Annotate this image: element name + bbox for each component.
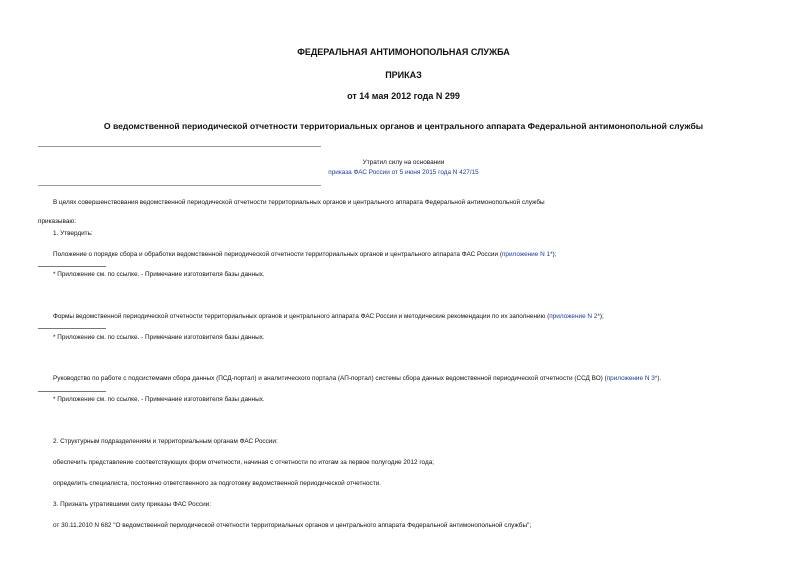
footnote-1: * Приложение см. по ссылке. - Примечание изготовителя базы данных. bbox=[53, 271, 265, 278]
repeal-notice: Утратил силу на основании bbox=[362, 159, 445, 166]
item-2-heading: 2. Структурным подразделениям и территориальным органам ФАС России: bbox=[53, 438, 278, 445]
paragraph-appendix-1-end: ); bbox=[552, 251, 557, 258]
intro-paragraph: В целях совершенствования ведомственной периодической отчетности территориальных органов и центрального аппарата Федеральной антимонопольной службы bbox=[53, 199, 545, 206]
paragraph-appendix-2-end: ); bbox=[599, 313, 604, 320]
notice-bottom-rule bbox=[38, 185, 321, 186]
item-2-b: определить специалиста, постоянно ответственного за подготовку ведомственной периодической отчетности. bbox=[53, 480, 381, 487]
appendix-2-link[interactable]: приложение N 2* bbox=[549, 313, 600, 320]
item-1-heading: 1. Утвердить: bbox=[53, 230, 93, 237]
document-type: ПРИКАЗ bbox=[385, 70, 422, 80]
paragraph-appendix-2-text: Формы ведомственной периодической отчетности территориальных органов и центрального аппарата ФАС России и методические рекомендации по их заполнению ( bbox=[53, 313, 550, 320]
paragraph-appendix-1-text: Положение о порядке сбора и обработки ведомственной периодической отчетности территориальных органов и центрального аппарата ФАС России ( bbox=[53, 251, 502, 258]
repeal-notice-link-row bbox=[0, 169, 807, 176]
paragraph-appendix-3-text: Руководство по работе с подсистемами сбора данных (ПСД-портал) и аналитического портала (АП-портал) системы сбора данных ведомственной периодической отчетности (ССД ВО) ( bbox=[53, 375, 607, 382]
paragraph-appendix-3 bbox=[53, 375, 661, 382]
document-date-number: от 14 мая 2012 года N 299 bbox=[347, 91, 460, 101]
document-title: О ведомственной периодической отчетности территориальных органов и центрального аппарата Федеральной антимонопольной службы bbox=[103, 121, 704, 131]
appendix-3-link[interactable]: приложение N 3* bbox=[606, 375, 658, 382]
footnote-3-rule bbox=[38, 391, 106, 392]
order-word: приказываю: bbox=[38, 218, 76, 225]
appendix-1-link[interactable]: приложение N 1* bbox=[501, 251, 553, 258]
agency-name: ФЕДЕРАЛЬНАЯ АНТИМОНОПОЛЬНАЯ СЛУЖБА bbox=[297, 47, 510, 57]
footnote-3: * Приложение см. по ссылке. - Примечание изготовителя базы данных. bbox=[53, 396, 265, 403]
repeal-order-link[interactable]: приказа ФАС России от 5 июня 2015 года N 427/15 bbox=[328, 169, 479, 176]
item-3-a: от 30.11.2010 N 682 "О ведомственной периодической отчетности территориальных органов и центрального аппарата Федеральной антимонопольной службы"; bbox=[53, 522, 532, 529]
footnote-1-rule bbox=[38, 266, 106, 267]
item-2-a: обеспечить представление соответствующих форм отчетности, начиная с отчетности по итогам за первое полугодие 2012 года; bbox=[53, 459, 435, 466]
paragraph-appendix-2 bbox=[53, 313, 604, 320]
footnote-2: * Приложение см. по ссылке. - Примечание изготовителя базы данных. bbox=[53, 334, 265, 341]
item-3-heading: 3. Признать утратившими силу приказы ФАС России: bbox=[53, 501, 211, 508]
paragraph-appendix-3-end: ). bbox=[657, 375, 662, 382]
paragraph-appendix-1 bbox=[53, 251, 556, 258]
footnote-2-rule bbox=[38, 328, 106, 329]
notice-top-rule bbox=[38, 146, 321, 147]
